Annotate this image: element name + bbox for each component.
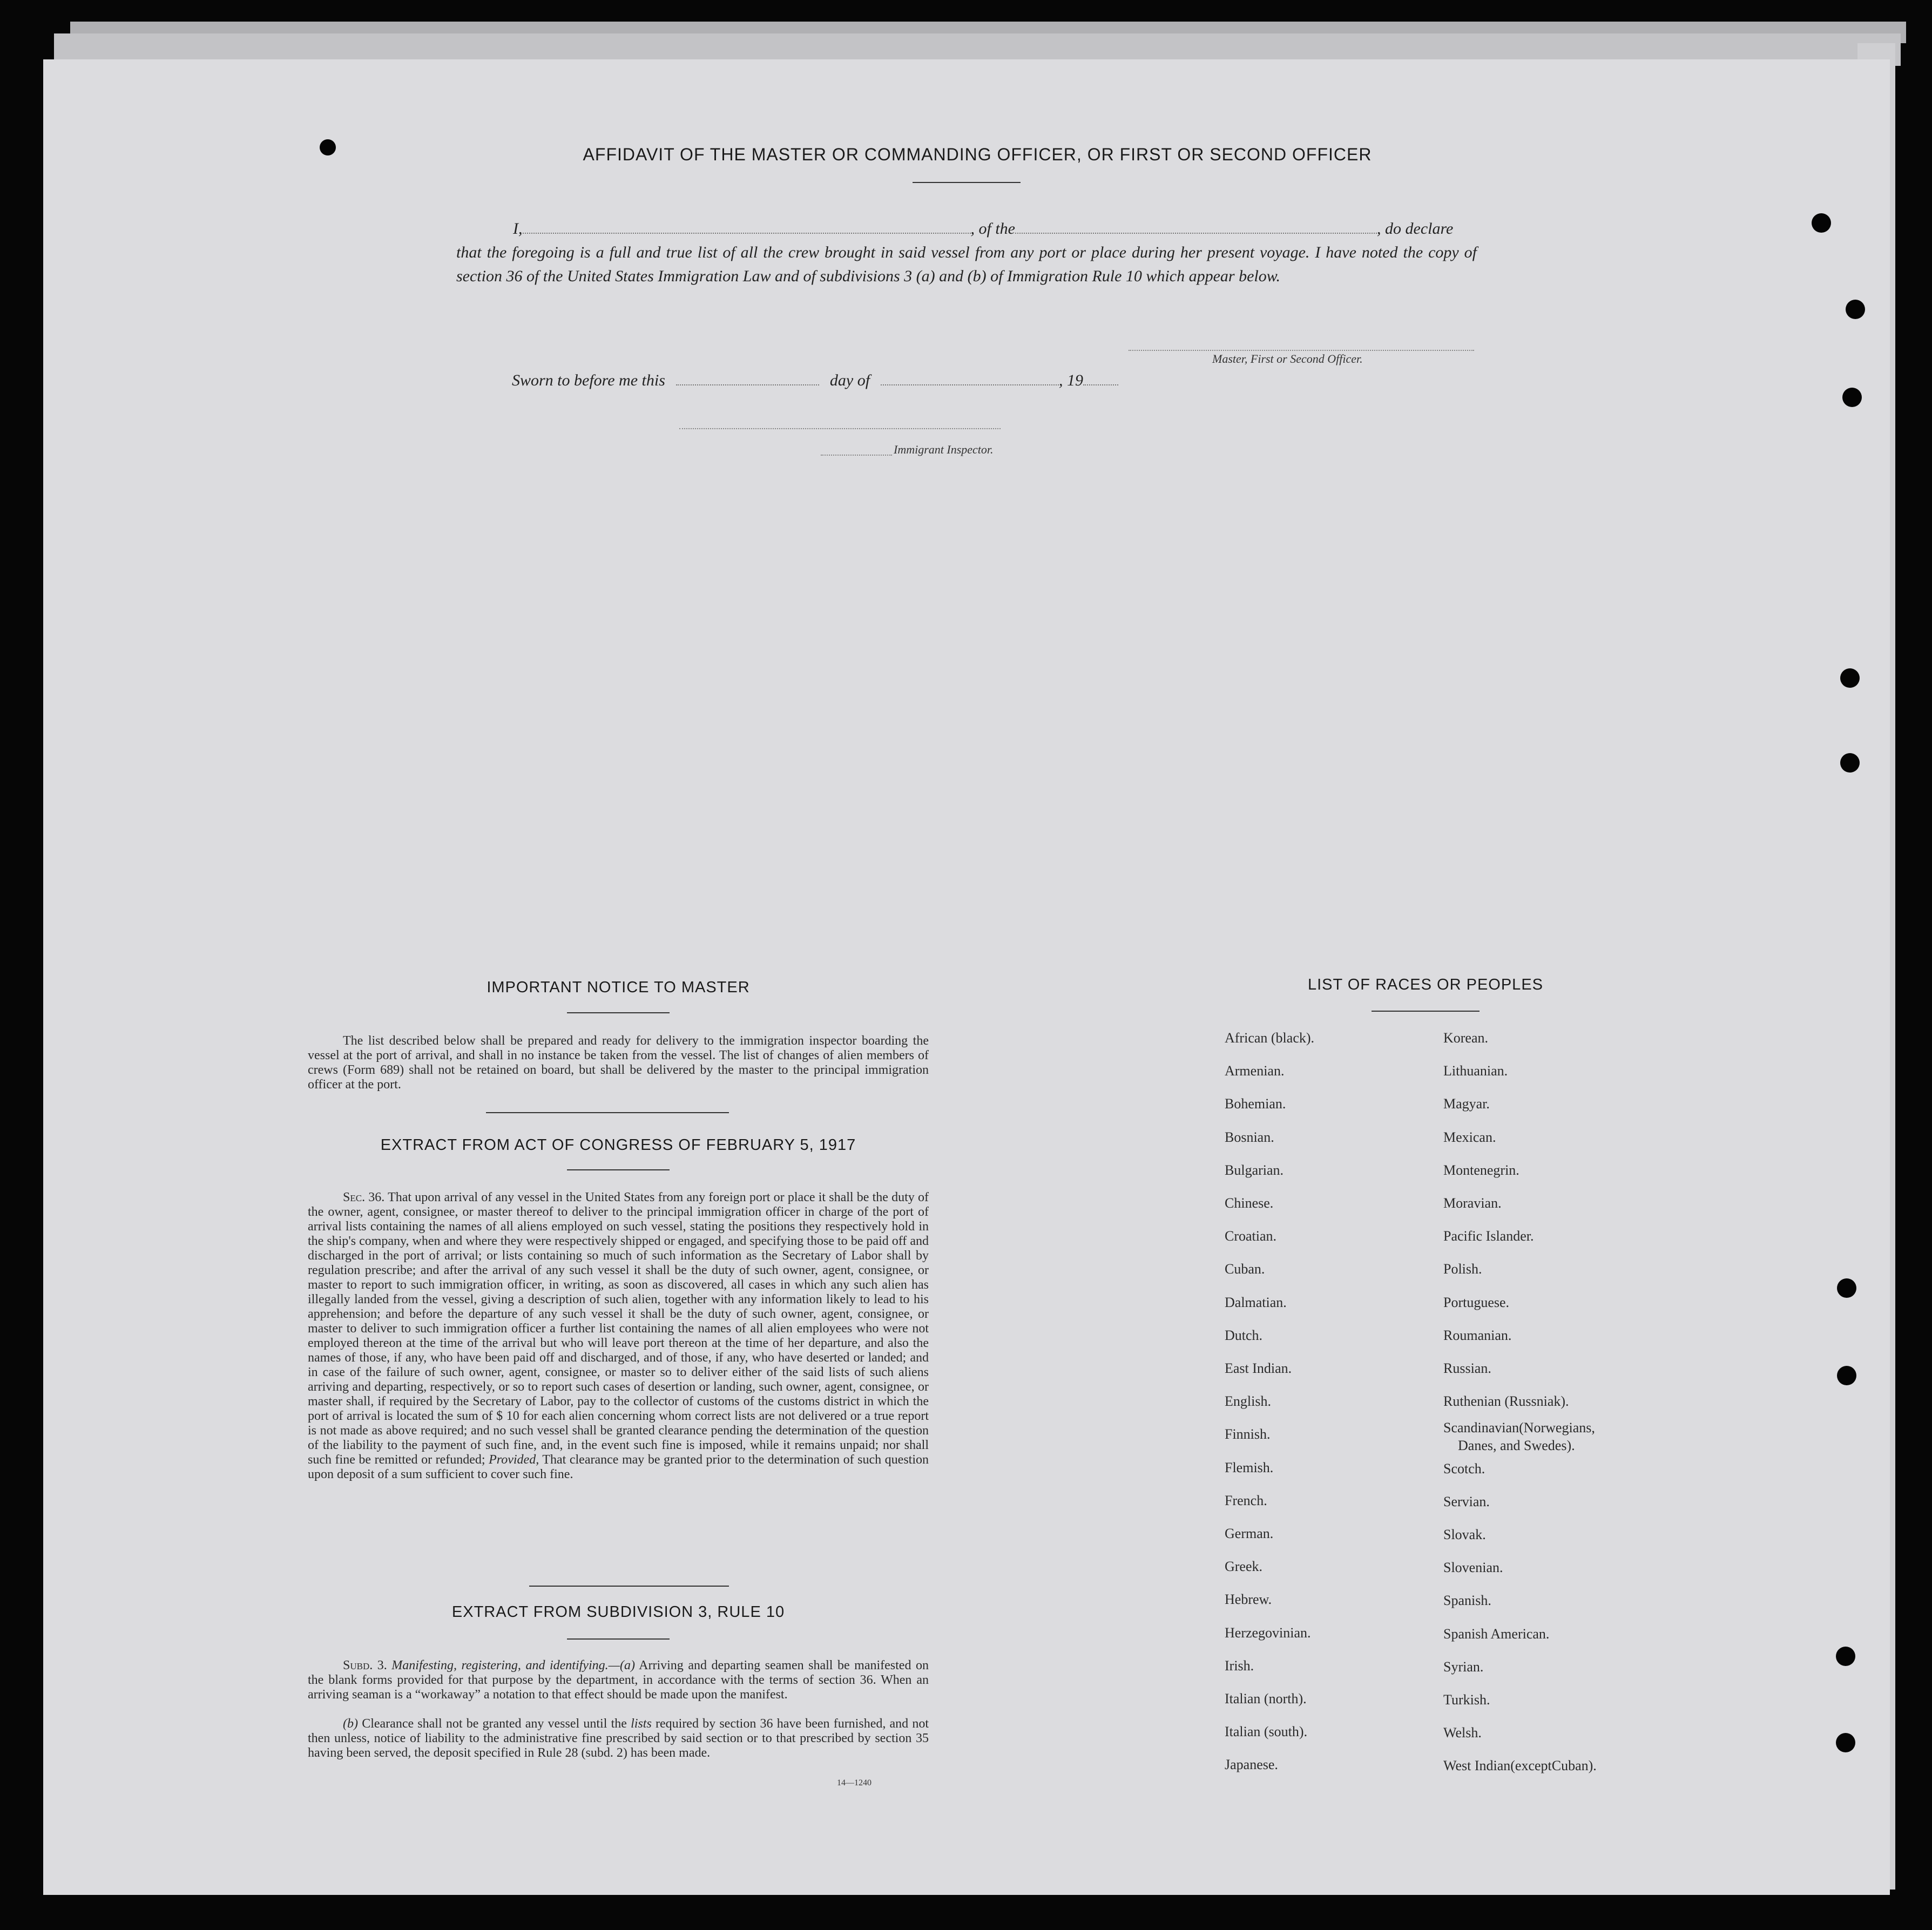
rule-para-b-lists: lists	[631, 1717, 652, 1731]
race-item: Syrian.	[1443, 1659, 1484, 1675]
master-signature-line[interactable]	[1129, 350, 1474, 351]
inspector-signature-dots	[821, 455, 892, 456]
race-item: Greek.	[1225, 1559, 1263, 1574]
punch-hole	[1840, 668, 1860, 688]
race-item: West Indian(exceptCuban).	[1443, 1758, 1597, 1773]
affidavit-of-the-label: , of the	[970, 220, 1015, 238]
race-item: Bosnian.	[1225, 1129, 1274, 1145]
punch-hole	[1837, 1366, 1856, 1385]
affidavit-title-rule	[913, 182, 1021, 183]
act-provided-label: Provided,	[489, 1453, 539, 1467]
act-sec-label: Sec. 36.	[343, 1190, 385, 1204]
sworn-line	[512, 369, 1214, 392]
race-item: Roumanian.	[1443, 1328, 1512, 1343]
race-item: Servian.	[1443, 1494, 1490, 1509]
race-item: Turkish.	[1443, 1692, 1490, 1708]
race-item: Slovak.	[1443, 1527, 1486, 1542]
rule-extract-title: EXTRACT FROM SUBDIVISION 3, RULE 10	[451, 1603, 785, 1621]
race-item: Ruthenian (Russniak).	[1443, 1393, 1569, 1409]
race-item: English.	[1225, 1393, 1271, 1409]
race-item: Korean.	[1443, 1030, 1489, 1046]
race-item: Scotch.	[1443, 1461, 1485, 1477]
vessel-field[interactable]	[1015, 232, 1377, 234]
race-item: Italian (north).	[1225, 1691, 1307, 1706]
race-item: Hebrew.	[1225, 1592, 1272, 1607]
race-item: East Indian.	[1225, 1360, 1292, 1376]
act-extract-title-rule	[567, 1169, 670, 1170]
race-item: Dalmatian.	[1225, 1295, 1287, 1310]
race-item: African (black).	[1225, 1030, 1315, 1046]
sworn-year-label: , 19	[1059, 371, 1084, 389]
rule-para-b-1: Clearance shall not be granted any vessel until the	[362, 1717, 627, 1731]
punch-hole	[1846, 300, 1865, 319]
sworn-prefix: Sworn to before me this	[512, 371, 665, 389]
race-item: Dutch.	[1225, 1328, 1263, 1343]
notice-end-rule	[486, 1112, 729, 1113]
notice-title: IMPORTANT NOTICE TO MASTER	[487, 979, 750, 996]
punch-hole	[320, 139, 336, 155]
sworn-day-of-label: day of	[829, 371, 870, 389]
rule-extract-title-rule	[567, 1638, 670, 1640]
race-item: Finnish.	[1225, 1426, 1271, 1442]
race-scandinavian-continued: Danes, and Swedes).	[1458, 1438, 1575, 1453]
act-text-end: That clearance may be granted prior to the determination of such question upon deposit of a sum sufficient to cover such fine.	[308, 1453, 929, 1481]
race-item: Pacific Islander.	[1443, 1228, 1534, 1244]
race-item: Chinese.	[1225, 1195, 1274, 1211]
rule-para-a: Arriving and departing seamen shall be manifested on the blank forms provided for that purpose by the department, in accordance with the terms of section 36. When an arriving seaman is a “workaway” a notation to that effect should be made upon the manifest.	[308, 1658, 929, 1702]
rule-extract-para-b	[308, 1717, 929, 1760]
race-item: Portuguese.	[1443, 1295, 1510, 1310]
inspector-signature-label: Immigrant Inspector.	[894, 443, 994, 456]
race-item: Japanese.	[1225, 1757, 1278, 1772]
race-item: Slovenian.	[1443, 1560, 1503, 1575]
race-item: Irish.	[1225, 1658, 1254, 1674]
rule-para-b-label: (b)	[343, 1717, 358, 1731]
rule-subd-title: Manifesting, registering, and identifying.—(a)	[391, 1658, 635, 1672]
act-text: That upon arrival of any vessel in the United States from any foreign port or place it shall be the duty of the owner, agent, consignee, or master thereof to deliver to the principal immigration officer in charge of the port of arrival lists containing the names of all aliens employed on such vessel, stating the positions they respectively hold in the ship's company, when and where they were respectively shipped or engaged, and specifying those to be paid off and discharged in the port of arrival; or lists containing so much of such information as the Secretary of Labor shall by regulation prescribe; and after the arrival of any such vessel it shall be the duty of such owner, agent, consignee, or master to report to such immigration officer, in writing, as soon as discovered, all cases in which any such alien has illegally landed from the vessel, giving a description of such alien, together with any information likely to lead to his apprehension; and before the departure of any such vessel it shall be the duty of such owner, agent, consignee, or master to deliver to such immigration officer a further list containing the names of all alien employees who were not employed thereon at the time of the arrival but who will leave port thereon at the time of her departure, and also the names of those, if any, who have been paid off and discharged, and of those, if any, who have deserted or landed; and in case of the failure of such owner, agent, consignee, or master so to deliver either of the said lists of such aliens arriving and departing, respectively, or so to report such cases of desertion or landing, such owner, agent, consignee, or master shall, if required by the Secretary of Labor, pay to the collector of customs of the customs district in which the port of arrival is located the sum of $ 10 for each alien concerning whom correct lists are not delivered or a true report is not made as above required; and no such vessel shall be granted clearance pending the determination of the question of the liability to the payment of such fine, and, in the event such fine is imposed, while it remains unpaid; nor shall such fine be remitted or refunded;	[308, 1190, 929, 1467]
act-extract-title: EXTRACT FROM ACT OF CONGRESS OF FEBRUARY 5, 1917	[380, 1136, 856, 1154]
inspector-signature-line[interactable]	[679, 428, 1001, 429]
race-item: Scandinavian(Norwegians,	[1443, 1420, 1595, 1435]
race-item: Italian (south).	[1225, 1724, 1308, 1739]
affidavit-do-declare-label: , do declare	[1377, 220, 1454, 238]
sworn-month-field[interactable]	[881, 384, 1059, 385]
act-extract-text	[308, 1190, 929, 1482]
master-signature-label: Master, First or Second Officer.	[1212, 352, 1363, 365]
punch-hole	[1837, 1278, 1856, 1298]
race-item: Montenegrin.	[1443, 1162, 1519, 1178]
punch-hole	[1840, 753, 1860, 773]
race-item: Moravian.	[1443, 1195, 1502, 1211]
races-title-rule	[1372, 1011, 1480, 1012]
race-item: Polish.	[1443, 1261, 1482, 1277]
race-item: Spanish.	[1443, 1593, 1491, 1608]
race-item: French.	[1225, 1493, 1267, 1508]
race-item: Flemish.	[1225, 1460, 1274, 1475]
name-field[interactable]	[523, 232, 971, 234]
race-item: Russian.	[1443, 1360, 1491, 1376]
affidavit-first-line	[456, 217, 1477, 241]
race-item: Bohemian.	[1225, 1096, 1286, 1112]
sworn-day-field[interactable]	[676, 384, 819, 385]
rule-subd-label: Subd. 3.	[343, 1658, 387, 1672]
race-item: Cuban.	[1225, 1261, 1265, 1277]
act-extract-end-rule	[529, 1586, 729, 1587]
affidavit-title: AFFIDAVIT OF THE MASTER OR COMMANDING OFFICER, OR FIRST OR SECOND OFFICER	[583, 145, 1372, 164]
punch-hole	[1842, 388, 1862, 407]
sworn-year-field[interactable]	[1083, 384, 1118, 385]
race-item: Spanish American.	[1443, 1626, 1550, 1642]
rule-extract-para-a	[308, 1658, 929, 1702]
race-item: Bulgarian.	[1225, 1162, 1284, 1178]
race-item: German.	[1225, 1526, 1274, 1541]
race-item: Herzegovinian.	[1225, 1625, 1311, 1641]
affidavit-i-label: I,	[513, 220, 523, 238]
race-item: Magyar.	[1443, 1096, 1490, 1112]
rule-para-b-2: required by section 36 have been furnished, and not then unless, notice of liability to the administrative fine prescribed by said section or to that prescribed by section 35 having been served, the deposit specified in Rule 28 (subd. 2) has been made.	[308, 1717, 929, 1760]
notice-title-rule	[567, 1012, 670, 1013]
form-number: 14—1240	[837, 1778, 872, 1787]
race-item: Lithuanian.	[1443, 1063, 1508, 1079]
race-item: Welsh.	[1443, 1725, 1482, 1741]
race-item: Armenian.	[1225, 1063, 1285, 1079]
race-item: Mexican.	[1443, 1129, 1496, 1145]
punch-hole	[1812, 213, 1831, 233]
race-item: Croatian.	[1225, 1228, 1277, 1244]
notice-text: The list described below shall be prepared and ready for delivery to the immigration inspector boarding the vessel at the port of arrival, and shall in no instance be taken from the vessel. The list of changes of alien members of crews (Form 689) shall not be retained on board, but shall be delivered by the master to the principal immigration officer at the port.	[308, 1034, 929, 1092]
punch-hole	[1836, 1647, 1855, 1666]
affidavit-declaration: that the foregoing is a full and true list of all the crew brought in said vessel from any port or place during her present voyage. I have noted the copy of section 36 of the United States Immigration Law and of subdivisions 3 (a) and (b) of Immigration Rule 10 which appear below.	[456, 243, 1477, 285]
races-title: LIST OF RACES OR PEOPLES	[1307, 976, 1544, 993]
punch-hole	[1836, 1733, 1855, 1752]
